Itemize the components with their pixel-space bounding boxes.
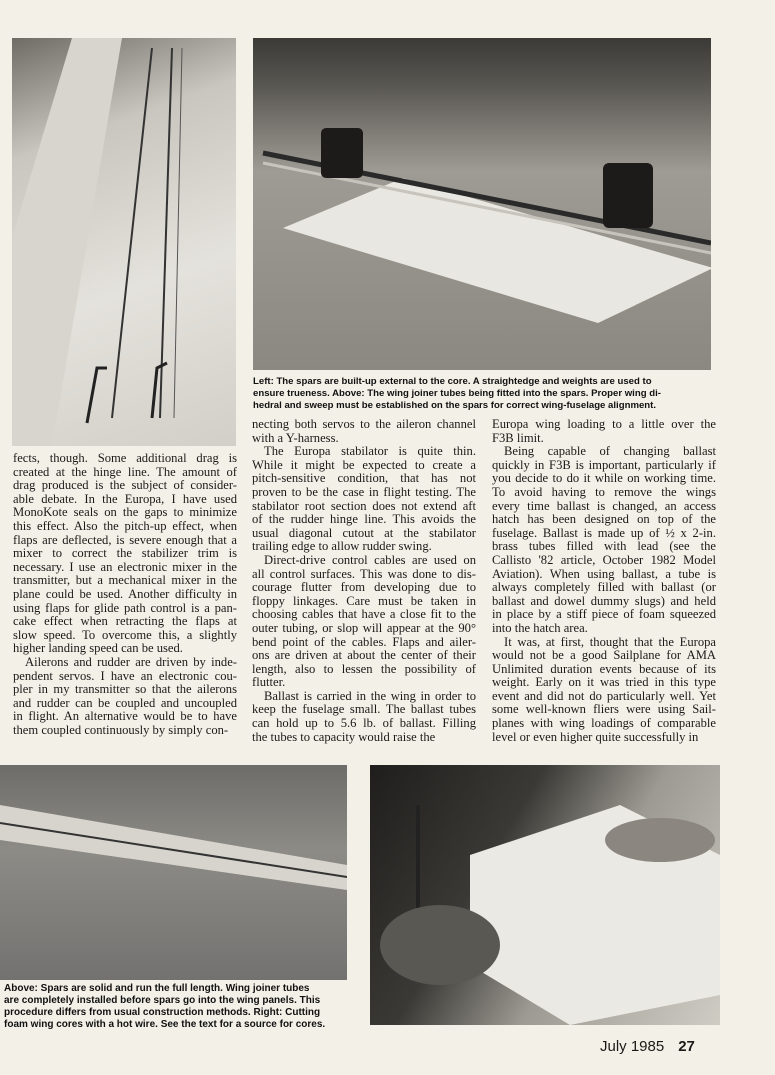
caption-line: foam wing cores with a hot wire. See the text for a source for cores. bbox=[4, 1019, 326, 1030]
text-line: flaps are deflected, is severe enough that a bbox=[13, 532, 237, 547]
paragraph bbox=[252, 445, 476, 554]
photo-joiner-tubes bbox=[253, 38, 711, 370]
text-line: level or even higher quite successfully in bbox=[492, 729, 699, 744]
article-column-2 bbox=[252, 418, 476, 744]
text-line: created at the hinge line. The amount of bbox=[13, 464, 237, 479]
caption-line: are completely installed before spars go into the wing panels. This bbox=[4, 995, 321, 1006]
text-line: outer tubing, or slop will appear at the 90° bbox=[252, 620, 476, 635]
text-line: Being capable of changing ballast bbox=[504, 444, 716, 459]
issue-date: July 1985 bbox=[600, 1038, 665, 1055]
text-line: necting both servos to the aileron channel bbox=[252, 417, 476, 431]
joiner-tubes-illustration bbox=[253, 38, 711, 370]
spars-illustration bbox=[12, 38, 236, 446]
photo-solid-spars bbox=[0, 765, 347, 980]
text-line: some well-known fliers were using Sail- bbox=[492, 702, 716, 717]
caption-line: procedure differs from usual construction methods. Right: Cutting bbox=[4, 1007, 321, 1018]
text-line: courage flutter from developing due to bbox=[252, 580, 476, 595]
caption-line: ensure trueness. Above: The wing joiner tubes being fitted into the spars. Proper wing di- bbox=[253, 388, 661, 399]
text-line: event and did not do particularly well. Yet bbox=[492, 688, 716, 703]
text-line: of the rudder hinge line. This avoids the bbox=[252, 512, 476, 527]
text-line: MonoKote seals on the gaps to minimize bbox=[13, 505, 237, 520]
text-line: It was, at first, thought that the Europa bbox=[504, 634, 716, 649]
text-line: choosing cables that have a close fit to the bbox=[252, 607, 476, 622]
text-line: fects, though. Some additional drag is bbox=[13, 451, 237, 465]
text-line: F3B limit. bbox=[492, 430, 544, 445]
text-line: would not be a good Sailplane for AMA bbox=[492, 648, 716, 663]
text-line: usual diagonal cutout at the stabilator bbox=[252, 525, 476, 540]
caption-bottom bbox=[4, 983, 325, 1031]
text-line: able debate. In the Europa, I have used bbox=[13, 491, 237, 506]
paragraph bbox=[252, 554, 476, 690]
caption-line: hedral and sweep must be established on the spars for correct wing-fuselage alignment. bbox=[253, 400, 657, 411]
photo-spars-straightedge bbox=[12, 38, 236, 446]
text-line: into the hatch area. bbox=[492, 620, 588, 635]
solid-spars-illustration bbox=[0, 765, 347, 980]
text-line: this effect. Also the pitch-up effect, when bbox=[13, 518, 237, 533]
caption-top bbox=[253, 376, 661, 412]
text-line: proven to be the case in flight testing. The bbox=[252, 484, 476, 499]
text-line: Callisto '82 article, October 1982 Model bbox=[492, 552, 716, 567]
text-line: pendent servos. I have an electronic cou- bbox=[13, 668, 237, 683]
text-line: planes with wing loadings of comparable bbox=[492, 716, 716, 731]
hot-wire-illustration bbox=[370, 765, 720, 1025]
text-line: the tubes to capacity would raise the bbox=[252, 729, 436, 744]
text-line: slow speed. To overcome this, a slightly bbox=[13, 627, 237, 642]
text-line: Europa wing loading to a little over the bbox=[492, 417, 716, 431]
text-line: necessary. I use an electronic mixer in the bbox=[13, 559, 237, 574]
text-line: cake effect when retracting the flaps at bbox=[13, 614, 237, 629]
text-line: you decide to do it while on working time. bbox=[492, 471, 716, 486]
text-line: fuselage. Ballast is made up of ½ x 2-in. bbox=[492, 525, 716, 540]
text-line: drag produced is the subject of consider- bbox=[13, 478, 237, 493]
text-line: weight. Early on it was tried in this type bbox=[492, 675, 716, 690]
text-line: ons are driven at about the center of their bbox=[252, 648, 476, 663]
text-line: length, also to lessen the possibility of bbox=[252, 661, 476, 676]
text-line: ballast and dowel dummy slugs) and held bbox=[492, 593, 716, 608]
text-line: can hold up to 5.6 lb. of ballast. Filling bbox=[252, 716, 476, 731]
paragraph bbox=[13, 656, 237, 738]
text-line: and rudder can be coupled and uncoupled bbox=[13, 695, 237, 710]
text-line: using flaps for glide path control is a pan- bbox=[13, 600, 237, 615]
text-line: floppy linkages. Care must be taken in bbox=[252, 593, 476, 608]
paragraph bbox=[492, 418, 716, 445]
text-line: Ballast is carried in the wing in order to bbox=[264, 688, 476, 703]
text-line: pler in my transmitter so that the ailerons bbox=[13, 682, 237, 697]
paragraph bbox=[252, 418, 476, 445]
text-line: hatch has been designed on top of the bbox=[492, 512, 716, 527]
paragraph bbox=[492, 636, 716, 745]
text-line: higher landing speed can be used. bbox=[13, 641, 183, 656]
caption-line: Above: Spars are solid and run the full length. Wing joiner tubes bbox=[4, 983, 310, 994]
text-line: flutter. bbox=[252, 675, 286, 690]
text-line: Direct-drive control cables are used on bbox=[264, 552, 476, 567]
text-line: Aviation). When using ballast, a tube is bbox=[492, 566, 716, 581]
text-line: every time ballast is changed, an access bbox=[492, 498, 716, 513]
text-line: plane could be used. Another difficulty in bbox=[13, 586, 237, 601]
text-line: always completely filled with ballast (or bbox=[492, 580, 716, 595]
page-footer bbox=[600, 1038, 695, 1055]
text-line: Ailerons and rudder are driven by inde- bbox=[25, 654, 237, 669]
caption-line: Left: The spars are built-up external to the core. A straightedge and weights are used to bbox=[253, 376, 652, 387]
text-line: mixer to correct the stabilizer trim is bbox=[13, 546, 237, 561]
text-line: Unlimited duration events because of its bbox=[492, 661, 716, 676]
article-column-3 bbox=[492, 418, 716, 744]
text-line: trailing edge to allow rudder swing. bbox=[252, 539, 432, 554]
text-line: them coupled continuously by simply con- bbox=[13, 722, 229, 737]
text-line: stabilator root section does not extend aft bbox=[252, 498, 476, 513]
page-number: 27 bbox=[678, 1038, 695, 1055]
text-line: all control surfaces. This was done to dis- bbox=[252, 566, 476, 581]
text-line: keep the fuselage small. The ballast tubes bbox=[252, 702, 476, 717]
text-line: While it might be expected to create a bbox=[252, 457, 476, 472]
text-line: pitch-sensitive condition, that has not bbox=[252, 471, 476, 486]
article-column-1 bbox=[13, 452, 237, 737]
paragraph bbox=[252, 690, 476, 744]
text-line: The Europa stabilator is quite thin. bbox=[264, 444, 476, 459]
text-line: with a Y-harness. bbox=[252, 430, 339, 445]
paragraph bbox=[13, 452, 237, 656]
text-line: in flight. An alternative would be to have bbox=[13, 709, 237, 724]
text-line: quickly in F3B is important, particularly if bbox=[492, 457, 716, 472]
text-line: bend point of the cables. Flaps and ailer- bbox=[252, 634, 476, 649]
paragraph bbox=[492, 445, 716, 635]
photo-hot-wire-cutting bbox=[370, 765, 720, 1025]
text-line: To avoid having to remove the wings bbox=[492, 484, 716, 499]
text-line: in place by a stiff piece of foam squeezed bbox=[492, 607, 716, 622]
text-line: brass tubes filled with lead (see the bbox=[492, 539, 716, 554]
text-line: transmitter, but a mechanical mixer in the bbox=[13, 573, 237, 588]
